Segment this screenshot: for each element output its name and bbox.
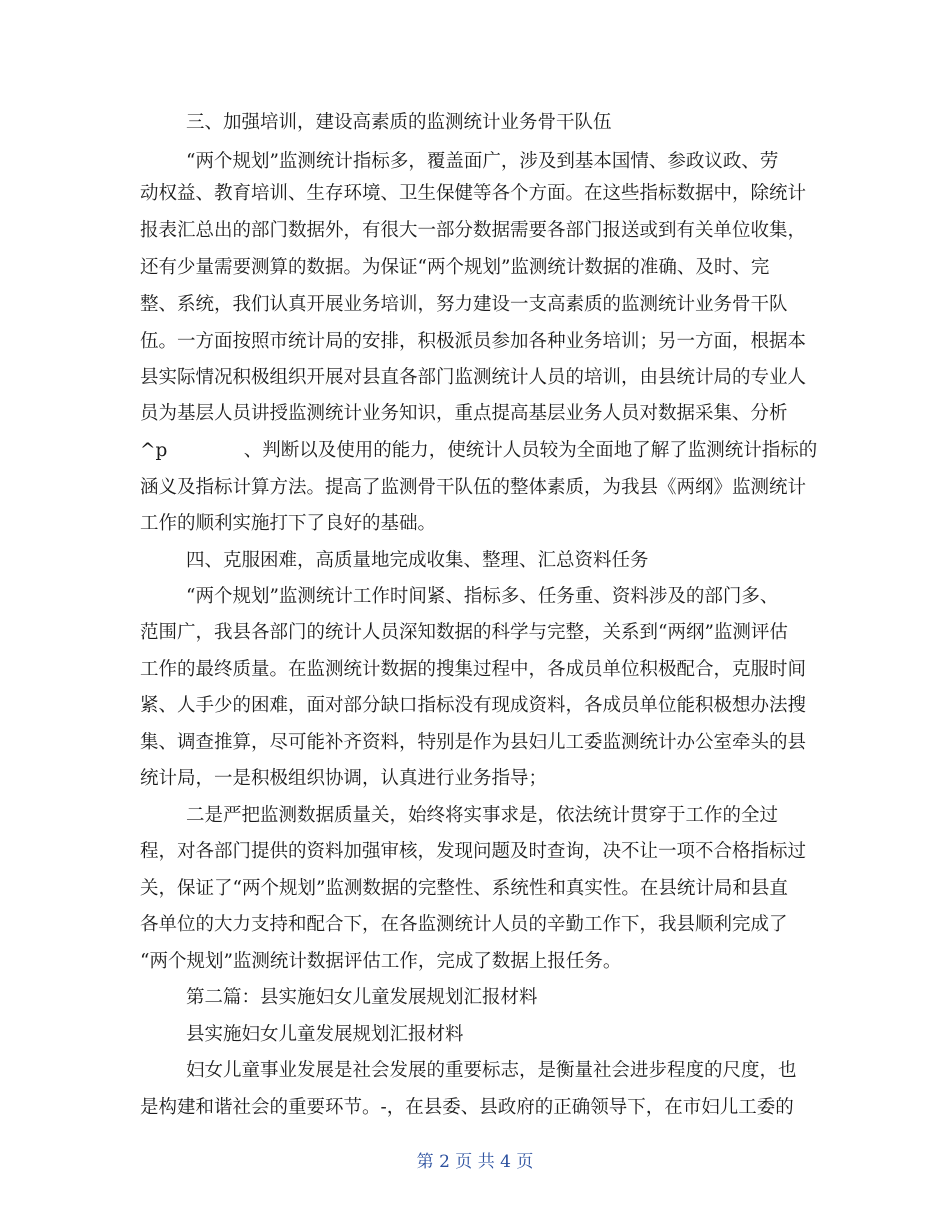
paragraph-line: 妇女儿童事业发展是社会发展的重要标志，是衡量社会进步程度的尺度，也: [186, 1060, 797, 1081]
paragraph-line: 工作的最终质量。在监测统计数据的搜集过程中，各成员单位积极配合，克服时间: [140, 659, 807, 680]
paragraph-line: 动权益、教育培训、生存环境、卫生保健等各个方面。在这些指标数据中，除统计: [140, 183, 807, 204]
section-heading-3: 三、加强培训，建设高素质的监测统计业务骨干队伍: [186, 112, 612, 133]
paragraph-line: 还有少量需要测算的数据。为保证“两个规划”监测统计数据的准确、及时、完: [140, 257, 770, 278]
section-heading-4: 四、克服困难，高质量地完成收集、整理、汇总资料任务: [186, 550, 649, 571]
paragraph-line: 范围广，我县各部门的统计人员深知数据的科学与完整，关系到“两纲”监测评估: [140, 622, 788, 643]
paragraph-line: 紧、人手少的困难，面对部分缺口指标没有现成资料，各成员单位能积极想办法搜: [140, 695, 807, 716]
paragraph-line: ^p 、判断以及使用的能力，使统计人员较为全面地了解了监测统计指标的: [140, 440, 818, 461]
paragraph-line: 伍。一方面按照市统计局的安排，积极派员参加各种业务培训；另一方面，根据本: [140, 331, 807, 352]
paragraph-line: 关，保证了“两个规划”监测数据的完整性、系统性和真实性。在县统计局和县直: [140, 878, 788, 899]
paragraph-line: 员为基层人员讲授监测统计业务知识，重点提高基层业务人员对数据采集、分析: [140, 403, 788, 424]
paragraph-line: 二是严把监测数据质量关，始终将实事求是，依法统计贯穿于工作的全过: [186, 805, 779, 826]
paragraph-line: 集、调查推算，尽可能补齐资料，特别是作为县妇儿工委监测统计办公室牵头的县: [140, 732, 807, 753]
document-title: 县实施妇女儿童发展规划汇报材料: [186, 1024, 464, 1045]
chapter-heading: 第二篇：县实施妇女儿童发展规划汇报材料: [186, 987, 538, 1008]
paragraph-line: “两个规划”监测统计数据评估工作，完成了数据上报任务。: [140, 951, 622, 972]
paragraph-line: 各单位的大力支持和配合下，在各监测统计人员的辛勤工作下，我县顺利完成了: [140, 914, 788, 935]
paragraph-line: 统计局，一是积极组织协调，认真进行业务指导；: [140, 768, 548, 789]
paragraph-line: “两个规划”监测统计工作时间紧、指标多、任务重、资料涉及的部门多、: [186, 586, 779, 607]
paragraph-line: 报表汇总出的部门数据外，有很大一部分数据需要各部门报送或到有关单位收集，: [140, 220, 807, 241]
paragraph-line: “两个规划”监测统计指标多，覆盖面广，涉及到基本国情、参政议政、劳: [186, 151, 779, 172]
paragraph-line: 涵义及指标计算方法。提高了监测骨干队伍的整体素质，为我县《两纲》监测统计: [140, 477, 807, 498]
paragraph-line: 程，对各部门提供的资料加强审核，发现问题及时查询，决不让一项不合格指标过: [140, 841, 807, 862]
paragraph-line: 工作的顺利实施打下了良好的基础。: [140, 513, 437, 534]
page-number-footer: 第 2 页 共 4 页: [416, 1152, 534, 1172]
paragraph-line: 县实际情况积极组织开展对县直各部门监测统计人员的培训，由县统计局的专业人: [140, 367, 807, 388]
paragraph-line: 整、系统，我们认真开展业务培训，努力建设一支高素质的监测统计业务骨干队: [140, 294, 788, 315]
paragraph-line: 是构建和谐社会的重要环节。-，在县委、县政府的正确领导下，在市妇儿工委的: [140, 1097, 794, 1118]
